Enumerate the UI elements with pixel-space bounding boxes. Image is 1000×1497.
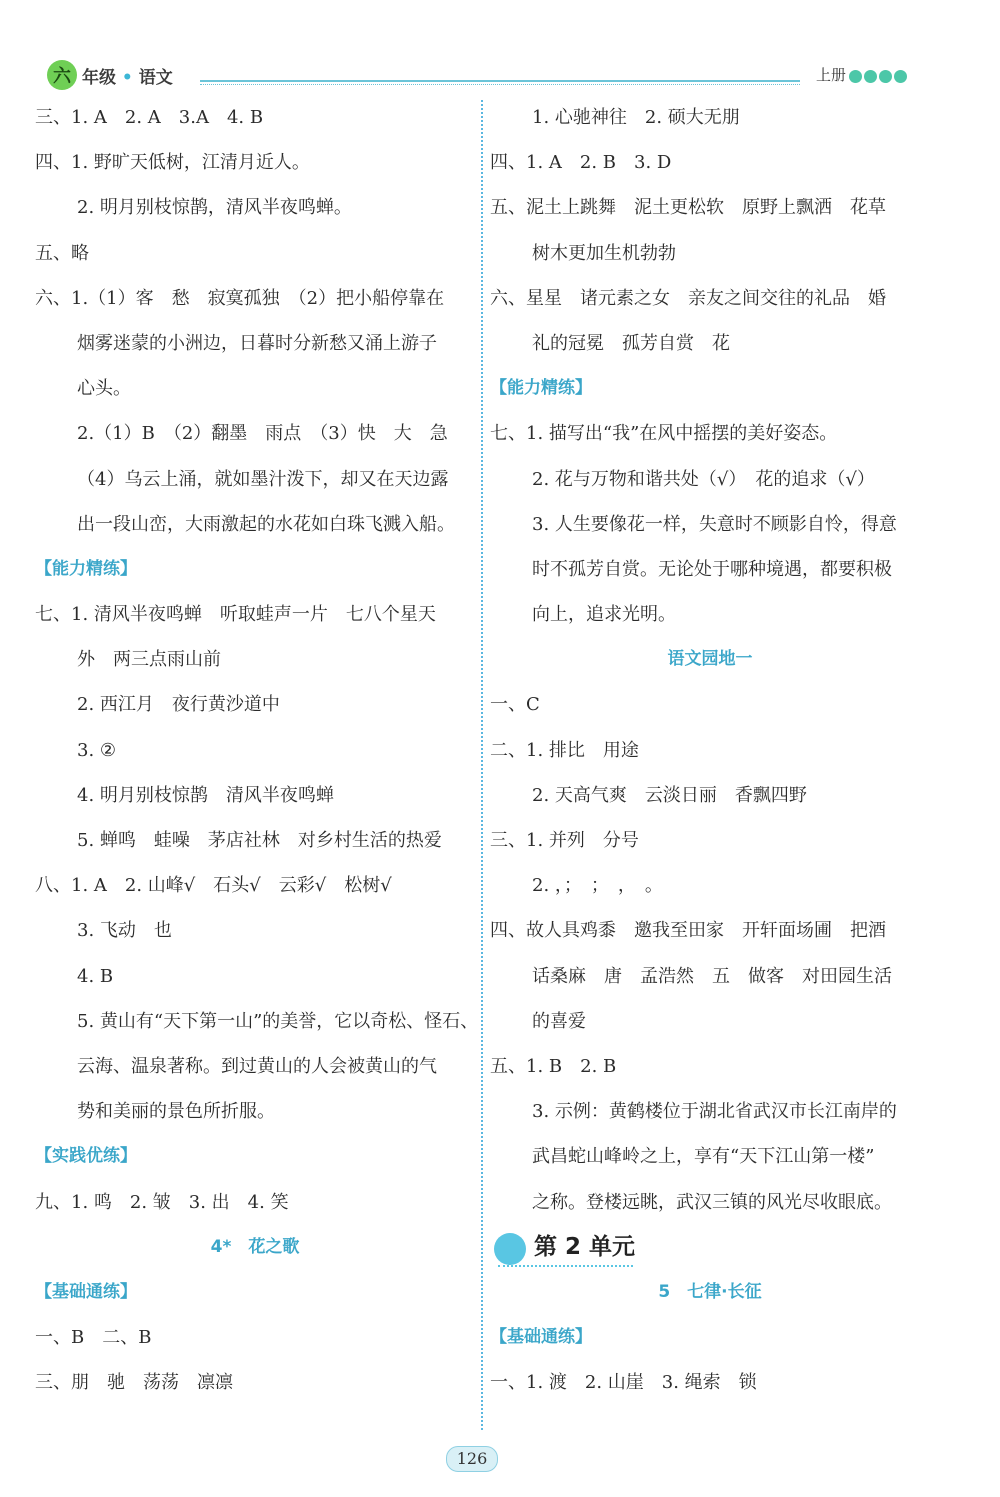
section-heading: 【能力精练】 <box>490 378 592 399</box>
answer-line: 三、朋 驰 荡荡 凛凛 <box>35 1372 233 1394</box>
answer-line: 烟雾迷蒙的小洲边，日暮时分新愁又涌上游子 <box>77 332 437 354</box>
answer-line: 出一段山峦，大雨激起的水花如白珠飞溅入船。 <box>77 513 455 535</box>
answer-line: 外 两三点雨山前 <box>77 649 221 671</box>
answer-line: 一、B 二、B <box>35 1327 152 1349</box>
answer-line: 2.（1）B （2）翻墨 雨点 （3）快 大 急 <box>77 423 448 445</box>
header-rule-dotted <box>200 84 800 85</box>
answer-line: （4）乌云上涌，就如墨汁泼下，却又在天边露 <box>77 468 449 490</box>
section-heading: 【基础通练】 <box>490 1327 592 1348</box>
unit-heading <box>490 1225 930 1270</box>
answer-line: 六、星星 诸元素之女 亲友之间交往的礼品 婚 <box>490 287 886 309</box>
answer-line: 的喜爱 <box>532 1010 586 1032</box>
answer-line: 云海、温泉著称。到过黄山的人会被黄山的气 <box>77 1055 437 1077</box>
answer-line: 3. ② <box>77 739 117 761</box>
answer-line: 3. 示例：黄鹤楼位于湖北省武汉市长江南岸的 <box>532 1101 897 1123</box>
answer-line: 二、1. 排比 用途 <box>490 739 639 761</box>
grade-label: 年级 <box>82 68 116 88</box>
pill-dot <box>849 70 862 83</box>
semester-label: 上册 <box>816 66 847 84</box>
lesson-title: 4* 花之歌 <box>210 1236 300 1257</box>
answer-line: 一、C <box>490 694 540 716</box>
subject-label: 语文 <box>138 68 173 88</box>
unit-underline <box>498 1265 633 1267</box>
answer-line: 六、1.（1）客 愁 寂寞孤独 （2）把小船停靠在 <box>35 287 445 309</box>
answer-line: 2. 西江月 夜行黄沙道中 <box>77 694 280 716</box>
answer-line: 势和美丽的景色所折服。 <box>77 1101 275 1123</box>
unit-circle-icon <box>494 1233 526 1265</box>
answer-line: 向上，追求光明。 <box>532 604 676 626</box>
answer-line: 一、1. 渡 2. 山崖 3. 绳索 锁 <box>490 1372 757 1394</box>
page-header <box>0 0 1000 95</box>
answer-line: 5. 蝉鸣 蛙噪 茅店社林 对乡村生活的热爱 <box>77 830 442 851</box>
answer-line: 七、1. 描写出“我”在风中摇摆的美好姿态。 <box>490 423 838 445</box>
unit-title-text: 第 2 单元 <box>534 1233 636 1260</box>
separator-dot: • <box>116 68 139 88</box>
answer-line: 1. 心驰神往 2. 硕大无朋 <box>532 107 740 128</box>
left-column <box>35 95 479 1405</box>
answer-line: 5. 黄山有“天下第一山”的美誉，它以奇松、怪石、 <box>77 1010 479 1032</box>
lesson-title: 5 七律·长征 <box>658 1281 762 1302</box>
answer-line: 时不孤芳自赏。无论处于哪种境遇，都要积极 <box>532 558 892 580</box>
grade-badge: 六 <box>47 60 77 90</box>
answer-line: 2. 明月别枝惊鹊，清风半夜鸣蝉。 <box>77 197 352 219</box>
answer-line: 3. 人生要像花一样，失意时不顾影自怜，得意 <box>532 513 897 535</box>
answer-line: 2. 花与万物和谐共处（√） 花的追求（√） <box>532 468 875 490</box>
lesson-title: 语文园地一 <box>667 649 753 670</box>
section-heading: 【基础通练】 <box>35 1281 137 1302</box>
answer-line: 三、1. A 2. A 3.A 4. B <box>35 107 264 128</box>
answer-line: 2. ，； ； ， 。 <box>532 875 663 897</box>
answer-line: 3. 飞动 也 <box>77 920 172 942</box>
decorative-pills <box>849 70 907 83</box>
header-rule <box>200 80 800 82</box>
pill-dot <box>864 70 877 83</box>
pill-dot <box>879 70 892 83</box>
answer-line: 五、泥土上跳舞 泥土更松软 原野上飘洒 花草 <box>490 197 886 219</box>
answer-line: 4. 明月别枝惊鹊 清风半夜鸣蝉 <box>77 784 334 806</box>
right-column <box>490 95 930 1405</box>
answer-line: 武昌蛇山峰岭之上，享有“天下江山第一楼” <box>532 1146 875 1168</box>
answer-line: 九、1. 鸣 2. 皱 3. 出 4. 笑 <box>35 1191 289 1213</box>
answer-line: 之称。登楼远眺，武汉三镇的风光尽收眼底。 <box>532 1191 892 1213</box>
section-heading: 【实践优练】 <box>35 1146 137 1167</box>
answer-line: 4. B <box>77 965 114 987</box>
column-divider <box>481 100 483 1430</box>
answer-line: 四、故人具鸡黍 邀我至田家 开轩面场圃 把酒 <box>490 920 886 942</box>
section-heading: 【能力精练】 <box>35 558 137 579</box>
answer-line: 话桑麻 唐 孟浩然 五 做客 对田园生活 <box>532 965 892 987</box>
page-number: 126 <box>446 1446 498 1472</box>
grade-subject-label <box>82 63 173 88</box>
answer-line: 2. 天高气爽 云淡日丽 香飘四野 <box>532 784 807 806</box>
answer-line: 五、1. B 2. B <box>490 1055 617 1077</box>
answer-line: 四、1. A 2. B 3. D <box>490 152 672 174</box>
answer-line: 三、1. 并列 分号 <box>490 830 639 851</box>
answer-line: 四、1. 野旷天低树，江清月近人。 <box>35 152 310 174</box>
answer-line: 树木更加生机勃勃 <box>532 242 676 264</box>
answer-line: 心头。 <box>77 378 131 400</box>
answer-line: 七、1. 清风半夜鸣蝉 听取蛙声一片 七八个星天 <box>35 604 436 626</box>
answer-line: 五、略 <box>35 242 89 264</box>
pill-dot <box>894 70 907 83</box>
answer-line: 礼的冠冕 孤芳自赏 花 <box>532 332 730 354</box>
answer-line: 八、1. A 2. 山峰√ 石头√ 云彩√ 松树√ <box>35 875 392 897</box>
